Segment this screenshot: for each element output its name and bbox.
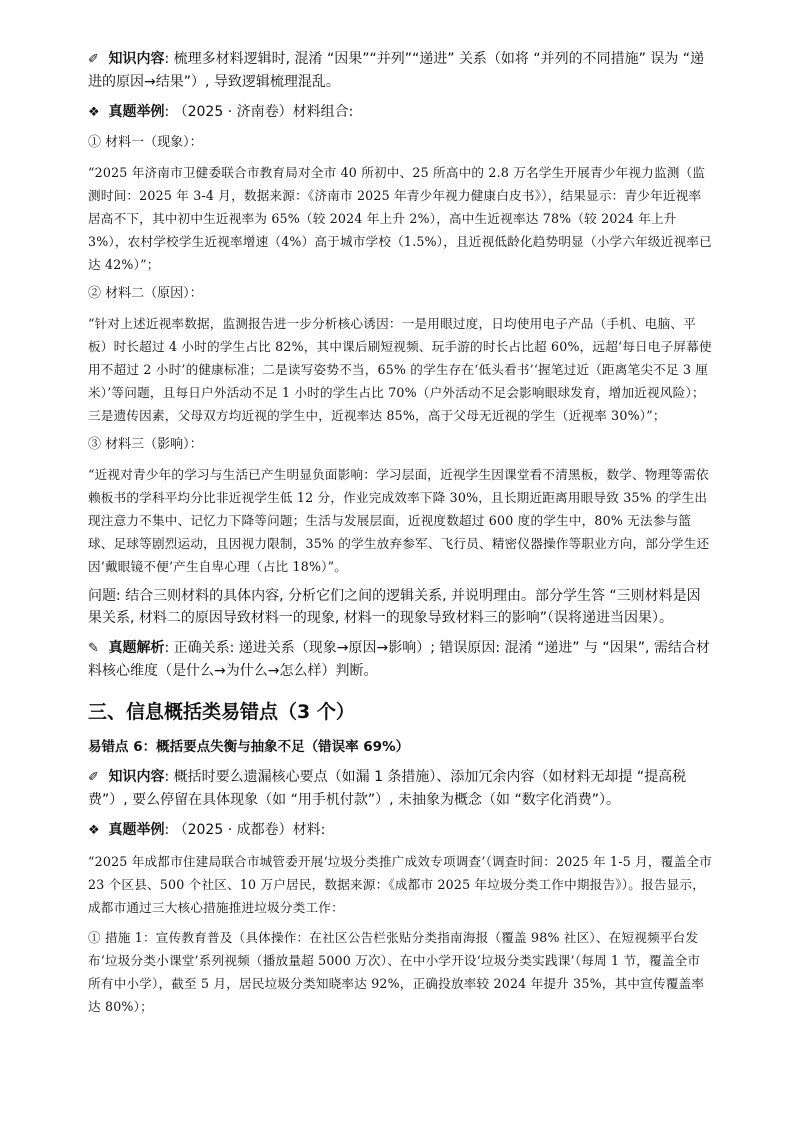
diamond-icon: ❖	[88, 823, 100, 838]
knowledge-label: 知识内容	[108, 51, 165, 67]
analysis-paragraph	[88, 637, 712, 682]
question-paragraph: 问题: 结合三则材料的具体内容, 分析它们之间的逻辑关系, 并说明理由。部分学生答 “三则材料是因果关系, 材料二的原因导致材料一的现象, 材料一的现象导致材料三的影响”（误将递进当因果）。	[88, 588, 701, 626]
knowledge-text: : 梳理多材料逻辑时, 混淆 “因果”“并列”“递进” 关系（如将 “并列的不同措施” 误为 “递进的原因→结果”）, 导致逻辑梳理混乱。	[88, 51, 705, 90]
analysis-text: : 正确关系: 递进关系（现象→原因→影响）; 错误原因: 混淆 “递进” 与 “因果”, 需结合材料核心维度（是什么→为什么→怎么样）判断。	[88, 640, 710, 679]
material-3-title: ③ 材料三（影响）：	[88, 437, 203, 452]
analysis-label: 真题解析	[108, 640, 165, 656]
diamond-icon: ❖	[88, 105, 100, 120]
example-label: 真题举例	[108, 104, 165, 120]
example-label-2: 真题举例	[108, 822, 165, 838]
material-1-text: “2025 年济南市卫健委联合市教育局对全市 40 所初中、25 所高中的 2.8 万名学生开展青少年视力监测（监测时间：2025 年 3-4 月，数据来源：《济南市 2025 年青少年视力健康白皮书》），结果显示：青少年近视率居高不下，其中初中生近视率为 65%（较 2024 年上升 2%），高中生近视率达 78%（较 2024 年上升 3%），农村学校学生近视率增速（4%）高于城市学校（1.5%），且近视低龄化趋势明显（小学六年级近视率已达 42%）”；	[88, 165, 712, 272]
example-paragraph	[88, 101, 712, 124]
pencil-icon: ✐	[88, 52, 99, 67]
example-paragraph-2	[88, 819, 712, 842]
material-1-title: ① 材料一（现象）：	[88, 135, 203, 150]
knowledge-label-2: 知识内容	[108, 769, 165, 785]
error-point-title: 易错点 6：概括要点失衡与抽象不足（错误率 69%）	[88, 739, 410, 755]
pen-icon: ✎	[88, 641, 99, 656]
material-2-title: ② 材料二（原因）：	[88, 286, 203, 301]
knowledge-paragraph	[88, 48, 712, 93]
measure-1-text: ① 措施 1：宣传教育普及（具体操作：在社区公告栏张贴分类指南海报（覆盖 98% 社区）、在短视频平台发布‘垃圾分类小课堂’系列视频（播放量超 5000 万次）、在中小学开设‘垃圾分类实践课’（每周 1 节，覆盖全市所有中小学），截至 5 月，居民垃圾分类知晓率达 92%，正确投放率较 2024 年提升 35%，其中宣传覆盖率达 80%）；	[88, 930, 705, 1014]
example-text-2: : （2025 · 成都卷）材料:	[164, 822, 326, 838]
material-3-text: “近视对青少年的学习与生活已产生明显负面影响：学习层面，近视学生因课堂看不清黑板，数学、物理等需依赖板书的学科平均分比非近视学生低 12 分，作业完成效率下降 30%，且长期近距离用眼导致 35% 的学生出现注意力不集中、记忆力下降等问题；生活与发展层面，近视度数超过 600 度的学生中，80% 无法参与篮球、足球等剧烈运动，且因视力限制，35% 的学生放弃参军、飞行员、精密仪器操作等职业方向，部分学生还因‘戴眼镜不便’产生自卑心理（占比 18%）”。	[88, 467, 710, 574]
material-2-text: “针对上述近视率数据，监测报告进一步分析核心诱因：一是用眼过度，日均使用电子产品（手机、电脑、平板）时长超过 4 小时的学生占比 82%，其中课后刷短视频、玩手游的时长占比超 60%，远超‘每日电子屏幕使用不超过 2 小时’的健康标准；二是读写姿势不当，65% 的学生存在‘低头看书’‘握笔过近（距离笔尖不足 3 厘米）’等问题，且每日户外活动不足 1 小时的学生占比 70%（户外活动不足会影响眼球发育，增加近视风险）；三是遗传因素，父母双方均近视的学生中，近视率达 85%，高于父母无近视的学生（近视率 30%）”；	[88, 316, 712, 423]
example-text: : （2025 · 济南卷）材料组合:	[164, 104, 354, 120]
knowledge-paragraph-2	[88, 766, 712, 811]
section-heading: 三、信息概括类易错点（3 个）	[88, 701, 355, 723]
pencil-icon: ✐	[88, 770, 99, 785]
material-intro-text: “2025 年成都市住建局联合市城管委开展‘垃圾分类推广成效专项调查’（调查时间：2025 年 1-5 月，覆盖全市 23 个区县、500 个社区、10 万户居民，数据来源：《成都市 2025 年垃圾分类工作中期报告》）。报告显示，成都市通过三大核心措施推进垃圾分类工作：	[88, 854, 712, 915]
knowledge-text-2: : 概括时要么遗漏核心要点（如漏 1 条措施）、添加冗余内容（如材料无却提 “提高税费”）, 要么停留在具体现象（如 “用手机付款”）, 未抽象为概念（如 “数字化消费”）。	[88, 769, 687, 808]
